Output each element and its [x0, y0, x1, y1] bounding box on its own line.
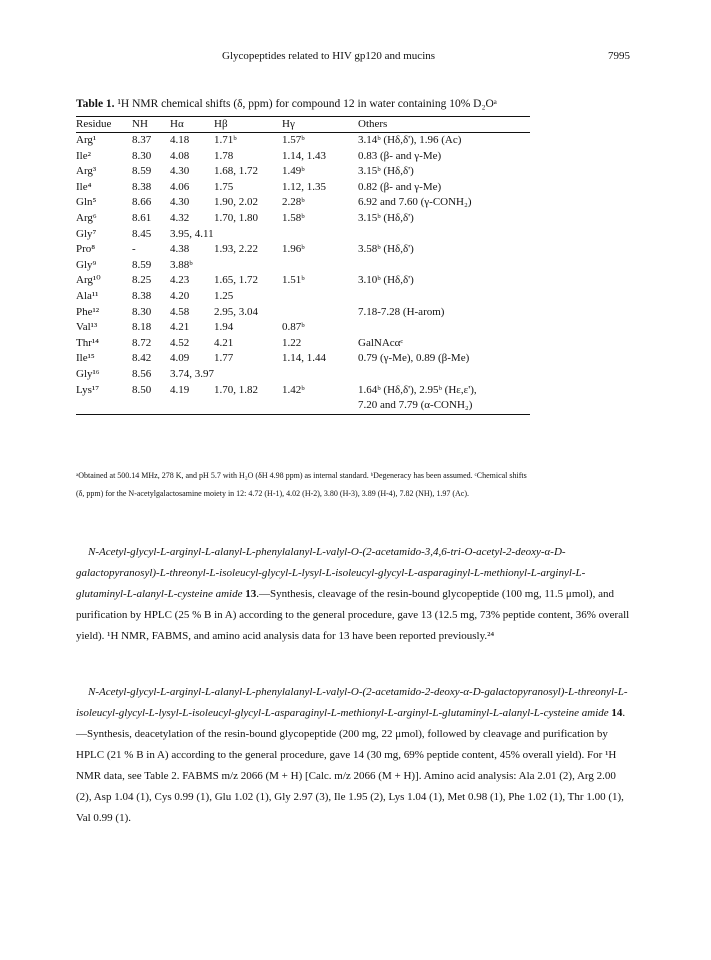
table-cell: 8.37	[132, 134, 152, 146]
table-cell	[282, 289, 358, 305]
table-cell: 1.49ᵇ	[282, 165, 305, 178]
table-cell: 4.23	[170, 274, 190, 287]
table-cell: 1.14, 1.44	[282, 352, 326, 365]
table-cell: Ile¹⁵	[76, 352, 95, 365]
paragraph-text: .—Synthesis, cleavage of the resin-bound glycopeptide (100 mg, 11.5 μmol), and purification by HPLC (25 % B in A) according to the general procedure, gave 13 (12.5 mg, 73% peptide content, 36% overall yield). ¹H NMR, FABMS, and amino acid analysis data for 13 have been reported previously.²⁴	[76, 588, 630, 642]
page-number: 7995	[608, 50, 630, 62]
table-cell	[282, 227, 358, 243]
table-row	[76, 195, 530, 211]
table-cell	[214, 227, 282, 243]
table-cell: 1.14, 1.43	[282, 149, 326, 162]
column-header: Residue	[76, 117, 132, 133]
table-cell: 8.30	[132, 305, 152, 318]
table-cell: 8.72	[132, 336, 152, 349]
table-cell: 4.58	[170, 305, 190, 318]
table-row	[76, 367, 530, 383]
table-row	[76, 383, 530, 399]
table-cell: 8.38	[132, 180, 152, 193]
running-title: Glycopeptides related to HIV gp120 and mucins	[222, 50, 436, 62]
table-cell: 3.14ᵇ (Hδ,δ'), 1.96 (Ac)	[358, 134, 462, 146]
table-cell: 4.20	[170, 289, 190, 302]
table-cell	[214, 398, 282, 414]
table-cell	[76, 398, 132, 414]
table-cell: 1.70, 1.82	[214, 383, 258, 396]
table-row	[76, 398, 530, 414]
table-cell: 8.30	[132, 149, 152, 162]
table-row	[76, 336, 530, 352]
table-cell: 1.22	[282, 336, 302, 349]
table-cell: 6.92 and 7.60 (γ-CONH₂)	[358, 196, 472, 209]
table-cell: Lys¹⁷	[76, 383, 100, 396]
table-cell: Arg⁶	[76, 211, 97, 224]
table-cell: 0.83 (β- and γ-Me)	[358, 149, 442, 162]
table-cell: 3.88ᵇ	[170, 258, 193, 271]
table-cell: Val¹³	[76, 321, 98, 334]
table-cell: 4.18	[170, 134, 190, 146]
table-row	[76, 211, 530, 227]
table-cell: Arg¹⁰	[76, 274, 101, 287]
paragraph-text: .—Synthesis, deacetylation of the resin-bound glycopeptide (200 mg, 22 μmol), followed by cleavage and purification by HPLC (21 % B in A) according to the general procedure, gave 14 (30 mg, 69% peptide content, 45% overall yield). For ¹H NMR data, see Table 2. FABMS m/z 2066 (M + H) [Calc. m/z 2066 (M + H)]. Amino acid analysis: Ala 2.01 (2), Arg 2.00 (2), Asp 1.04 (1), Cys 0.99 (1), Glu 1.02 (1), Gly 2.97 (3), Ile 1.95 (2), Lys 1.04 (1), Met 0.98 (1), Phe 1.02 (1), Thr 1.00 (1), Val 0.99 (1).	[76, 707, 626, 824]
table-cell: 8.59	[132, 165, 152, 178]
table-cell: 0.87ᵇ	[282, 321, 305, 334]
table-cell: 1.70, 1.80	[214, 211, 258, 224]
table-cell: 7.20 and 7.79 (α-CONH₂)	[358, 398, 530, 414]
table-row	[76, 289, 530, 305]
table-cell: Ile⁴	[76, 180, 92, 193]
table-cell: 1.57ᵇ	[282, 134, 305, 146]
table-cell: Thr¹⁴	[76, 336, 100, 349]
table-cell: Phe¹²	[76, 305, 100, 318]
table-cell: 4.21	[214, 336, 234, 349]
column-header: Others	[358, 117, 530, 133]
table-cell: Gly¹⁶	[76, 367, 100, 380]
table-cell: Gly⁷	[76, 227, 97, 240]
table-cell	[282, 258, 358, 274]
table-cell: 8.56	[132, 367, 152, 380]
table-cell	[358, 258, 530, 274]
table-footnote: ᵃObtained at 500.14 MHz, 278 K, and pH 5.7 with H₂O (δH 4.98 ppm) as internal standard. ᵇDegeneracy has been assumed. ᶜChemical shifts (δ, ppm) for the N-acetylgalactosamine moiety in 12: 4.72 (H-1), 4.02 (H-2), 3.80 (H-3), 3.89 (H-4), 7.82 (NH), 1.97 (Ac).	[76, 471, 527, 498]
column-header: NH	[132, 117, 170, 133]
table-cell: 4.30	[170, 165, 190, 178]
table-cell: 0.79 (γ-Me), 0.89 (β-Me)	[358, 352, 470, 365]
table-cell: 2.95, 3.04	[214, 305, 258, 318]
paragraph-compound-13	[76, 542, 634, 647]
table-cell: 1.68, 1.72	[214, 165, 258, 178]
table-cell: 8.59	[132, 258, 152, 271]
table-cell: 1.12, 1.35	[282, 180, 326, 193]
table-cell: 4.52	[170, 336, 190, 349]
table-cell	[358, 227, 530, 243]
table-cell: 1.90, 2.02	[214, 196, 258, 209]
table-caption-text: ¹H NMR chemical shifts (δ, ppm) for compound 12 in water containing 10% D₂Oᵃ	[117, 98, 497, 110]
table-cell	[214, 367, 282, 383]
table-cell: Gln⁵	[76, 196, 97, 209]
compound-number: 14	[611, 707, 623, 719]
table-cell: Ile²	[76, 149, 91, 162]
table-cell: 3.58ᵇ (Hδ,δ')	[358, 243, 414, 256]
table-cell	[282, 398, 358, 414]
table-cell: 2.28ᵇ	[282, 196, 305, 209]
table-cell: 1.78	[214, 149, 234, 162]
table-cell: 1.93, 2.22	[214, 243, 258, 256]
table-cell: 3.10ᵇ (Hδ,δ')	[358, 274, 414, 287]
table-row	[76, 164, 530, 180]
column-header: Hβ	[214, 117, 282, 133]
table-cell	[358, 289, 530, 305]
table-row	[76, 180, 530, 196]
table-cell: 4.19	[170, 383, 190, 396]
table-cell: 8.25	[132, 274, 152, 287]
table-row	[76, 305, 530, 321]
table-cell	[132, 398, 170, 414]
nmr-table	[76, 116, 530, 415]
compound-number: 13	[245, 588, 257, 600]
table-cell	[282, 305, 358, 321]
table-cell: 1.75	[214, 180, 234, 193]
table-cell	[170, 398, 214, 414]
table-cell: 4.08	[170, 149, 190, 162]
column-header: Hα	[170, 117, 214, 133]
table-cell: 8.45	[132, 227, 152, 240]
table-cell: Arg¹	[76, 134, 97, 146]
table-cell: GalNAcαᶜ	[358, 336, 404, 349]
table-row	[76, 149, 530, 165]
table-cell: Gly⁹	[76, 258, 97, 271]
table-cell: 1.58ᵇ	[282, 211, 305, 224]
table-label: Table 1.	[76, 98, 115, 110]
table-row	[76, 258, 530, 274]
table-cell: 3.15ᵇ (Hδ,δ')	[358, 165, 414, 178]
table-row	[76, 227, 530, 243]
table-caption	[76, 98, 497, 110]
table-cell: 4.32	[170, 211, 190, 224]
table-cell: 0.82 (β- and γ-Me)	[358, 180, 442, 193]
table-cell: -	[132, 243, 136, 256]
table-cell: 4.38	[170, 243, 190, 256]
table-cell: 1.65, 1.72	[214, 274, 258, 287]
table-row	[76, 133, 530, 149]
table-cell: Pro⁸	[76, 243, 96, 256]
table-cell: Arg³	[76, 165, 97, 178]
compound-name: N-Acetyl-glycyl-L-arginyl-L-alanyl-L-phenylalanyl-L-valyl-O-(2-acetamido-3,4,6-tri-O-acetyl-2-deoxy-α-D-galactopyranosyl)-L-threonyl-L-isoleucyl-glycyl-L-lysyl-L-isoleucyl-glycyl-L-asparaginyl-L-methionyl-L-arginyl-L-glutaminyl-L-alanyl-L-cysteine amide	[76, 546, 586, 600]
paragraph-compound-14	[76, 682, 634, 829]
table-cell: 8.61	[132, 211, 152, 224]
table-cell: 4.06	[170, 180, 190, 193]
table-cell	[358, 367, 530, 383]
table-cell: 8.38	[132, 289, 152, 302]
table-cell: 4.21	[170, 321, 190, 334]
column-header: Hγ	[282, 117, 358, 133]
table-cell	[358, 320, 530, 336]
table-cell: 3.15ᵇ (Hδ,δ')	[358, 211, 414, 224]
table-cell: 1.42ᵇ	[282, 383, 305, 396]
table-cell: 4.09	[170, 352, 190, 365]
table-cell: 3.95, 4.11	[170, 227, 214, 240]
table-cell: 1.51ᵇ	[282, 274, 305, 287]
table-cell: 8.18	[132, 321, 152, 334]
table-cell	[282, 367, 358, 383]
compound-name: N-Acetyl-glycyl-L-arginyl-L-alanyl-L-phenylalanyl-L-valyl-O-(2-acetamido-2-deoxy-α-D-galactopyranosyl)-L-threonyl-L-isoleucyl-glycyl-L-lysyl-L-isoleucyl-glycyl-L-asparaginyl-L-methionyl-L-arginyl-L-glutaminyl-L-alanyl-L-cysteine amide	[76, 686, 628, 719]
table-row	[76, 242, 530, 258]
table-cell: 1.96ᵇ	[282, 243, 305, 256]
table-cell: Ala¹¹	[76, 289, 99, 302]
table-cell: 1.94	[214, 321, 234, 334]
table-row	[76, 273, 530, 289]
table-cell: 3.74, 3.97	[170, 367, 214, 380]
table-cell: 8.50	[132, 383, 152, 396]
table-row	[76, 320, 530, 336]
table-cell: 1.25	[214, 289, 234, 302]
table-cell: 4.30	[170, 196, 190, 209]
table-cell: 7.18-7.28 (H-arom)	[358, 305, 445, 318]
table-cell	[214, 258, 282, 274]
table-cell: 1.71ᵇ	[214, 134, 237, 146]
table-cell: 1.77	[214, 352, 234, 365]
table-cell: 8.42	[132, 352, 152, 365]
table-cell: 8.66	[132, 196, 152, 209]
table-row	[76, 351, 530, 367]
table-header-row	[76, 117, 530, 133]
table-cell: 1.64ᵇ (Hδ,δ'), 2.95ᵇ (Hε,ε'),	[358, 383, 477, 396]
